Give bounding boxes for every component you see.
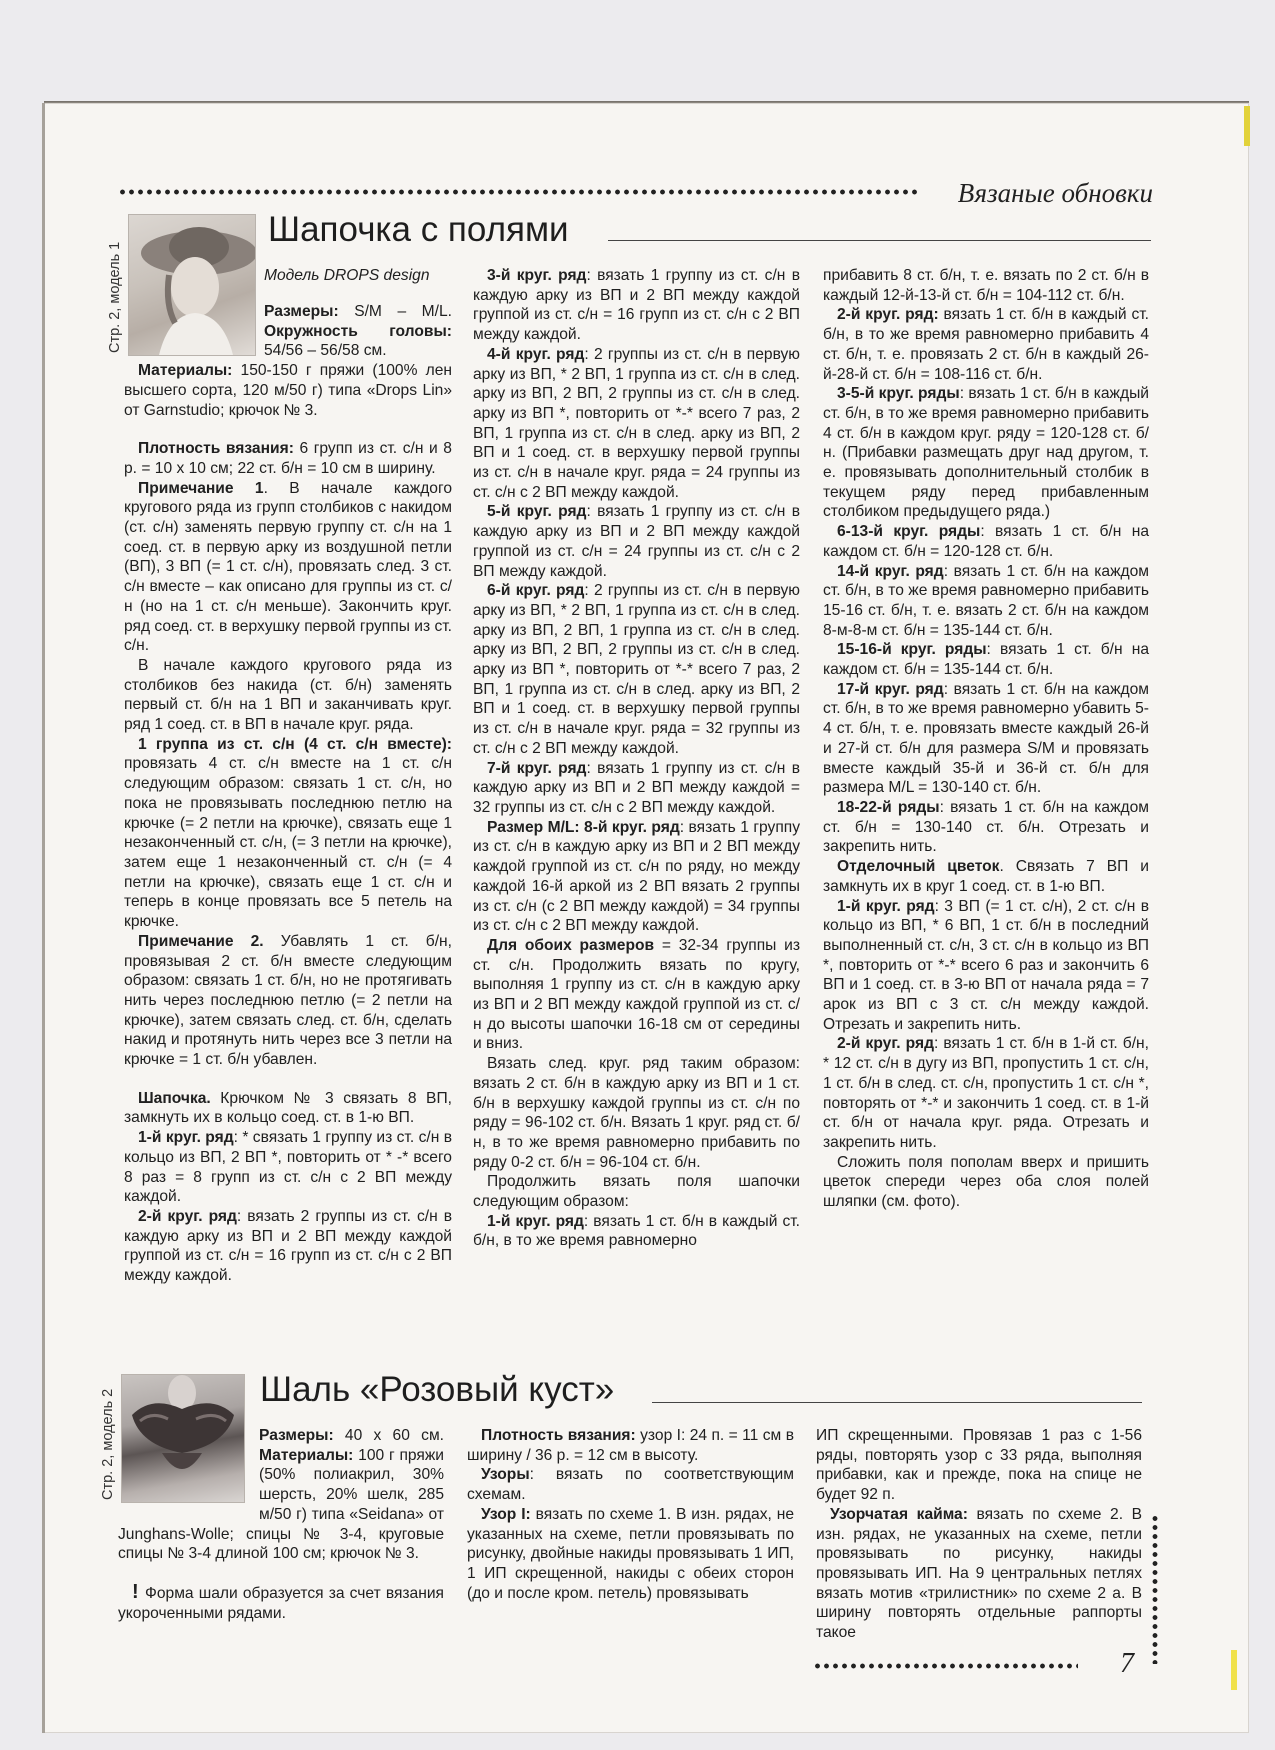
paragraph: 2-й круг. ряд: вязать 1 ст. б/н в каждый ст. б/н, в то же время равномерно прибавить 4 ст. б/н, т. е. провязать 2 ст. б/н в каждый 26-й-28-й ст. б/н = 108-116 ст. б/н.	[823, 306, 1149, 383]
paragraph: 3-й круг. ряд: вязать 1 группу из ст. с/н в каждую арку из ВП и 2 ВП между каждой группой из ст. с/н = 16 групп из ст. с/н с 2 ВП между каждой.	[473, 267, 800, 344]
photo-wrap-spacer	[124, 302, 264, 360]
exclamation-icon: !	[132, 1580, 146, 1603]
yellow-page-edge	[1244, 106, 1250, 146]
paragraph: В начале каждого кругового ряда из столбиков без накида (ст. б/н) заменять первый ст. б/н на 1 ВП и заканчивать круг. ряд 1 соед. ст. в ВП в начале круг. ряда.	[124, 656, 452, 734]
paragraph: Отделочный цветок. Связать 7 ВП и замкнуть их в круг 1 соед. ст. в 1-ю ВП.	[823, 858, 1149, 895]
paragraph: Вязать след. круг. ряд таким образом: вязать 2 ст. б/н в каждую арку из ВП и 1 ст. б/н в верхушку каждой группы из ст. с/н по ряду = 96-102 ст. б/н. Вязать 1 круг. ряд ст. б/н, в то же время равномерно прибавить по ряду 0-2 ст. б/н = 96-104 ст. б/н.	[473, 1055, 800, 1171]
yellow-page-edge-bottom	[1231, 1650, 1237, 1690]
paragraph: 7-й круг. ряд: вязать 1 группу из ст. с/н в каждую арку из ВП и 2 ВП между каждой = 32 группы из ст. с/н с 2 ВП между каждой.	[473, 759, 800, 816]
paragraph: Сложить поля пополам вверх и пришить цветок спереди через оба слоя полей шляпки (см. фото).	[823, 1153, 1149, 1211]
article1-side-label: Стр. 2, модель 1	[107, 241, 123, 353]
paragraph: Узоры: вязать по соответствующим схемам.	[467, 1466, 794, 1504]
paragraph: 1-й круг. ряд: 3 ВП (= 1 ст. с/н), 2 ст. с/н в кольцо из ВП, * 6 ВП, 1 ст. б/н в последний выполненный ст. с/н, 3 ст. с/н в кольцо из ВП *, повторить от *-* всего 6 раз и закончить 6 ВП и 1 соед. ст. в 3-ю ВП от начала ряда = 7 арок из ВП с 3 ст. с/н между каждой. Отрезать и закрепить нить.	[823, 897, 1149, 1033]
paragraph: Размеры: S/M – M/L. Окружность головы: 54/56 – 56/58 см.	[264, 303, 452, 360]
paragraph: ! Форма шали образуется за счет вязания укороченными рядами.	[118, 1580, 444, 1622]
paragraph: 17-й круг. ряд: вязать 1 ст. б/н на каждом ст. б/н, в то же время равномерно убавить 5-4 ст. б/н, т. е. провязать вместе каждый 26-й и 27-й ст. б/н для размера S/M и провязать вместе каждый 35-й и 36-й ст. б/н для размера M/L = 130-140 ст. б/н.	[823, 680, 1149, 797]
article2-column-1	[118, 1426, 444, 1623]
paragraph: 1 группа из ст. с/н (4 ст. с/н вместе): провязать 4 ст. с/н вместе на 1 ст. с/н следующим образом: связать 1 ст. с/н, но пока не провязывать последнюю петлю на крючке (= 2 петли на крючке), связать еще 1 незаконченный ст. с/н, (= 3 петли на крючке), затем еще 1 незаконченный ст. с/н (= 4 петли на крючке), связать еще 1 ст. с/н и теперь в конце провязать все 5 петель на крючке.	[124, 735, 452, 931]
paragraph: Шапочка. Крючком № 3 связать 8 ВП, замкнуть их в кольцо соед. ст. в 1-ю ВП.	[124, 1089, 452, 1127]
article1-column-2	[473, 266, 800, 1251]
photo-wrap-spacer	[118, 1426, 259, 1506]
paragraph: 6-й круг. ряд: 2 группы из ст. с/н в первую арку из ВП, * 2 ВП, 1 группа из ст. с/н в след. арку из ВП, 2 ВП, 1 группа из ст. с/н в след. арку из ВП, 2 ВП, 2 группы из ст. с/н в след. арку из ВП *, повторить от *-* всего 7 раз, 2 ВП, 1 группа из ст. с/н в след. арку из ВП, 2 ВП и 1 соед. ст. в верхушку первой группы из ст. с/н в начале круг. ряда = 32 группы из ст. с/н с 2 ВП между каждой.	[473, 582, 800, 757]
paragraph: 4-й круг. ряд: 2 группы из ст. с/н в первую арку из ВП, * 2 ВП, 1 группа из ст. с/н в след. арку из ВП, 2 ВП, 2 группы из ст. с/н в след. арку из ВП *, повторить от *-* всего 7 раз, 2 ВП, 1 группа из ст. с/н в след. арку из ВП, 2 ВП и 1 соед. ст. в верхушку первой группы из ст. с/н в начале круг. ряда = 24 группы из ст. с/н с 2 ВП между каждой.	[473, 345, 800, 501]
article2-side-label: Стр. 2, модель 2	[100, 1388, 116, 1500]
paragraph: ИП скрещенными. Провязав 1 раз с 1-56 ряды, повторять узор с 33 ряда, выполняя прибавки, как и прежде, пока на спице не будет 92 п.	[816, 1427, 1142, 1504]
paragraph: Размер M/L: 8-й круг. ряд: вязать 1 группу из ст. с/н в каждую арку из ВП и 2 ВП между каждой группой из ст. с/н по ряду, но между каждой 16-й аркой из 2 ВП вязать 2 группы из ст. с/н (с 2 ВП между каждой) = 34 группы из ст. с/н с 2 ВП между каждой.	[473, 818, 801, 935]
article2-column-2	[467, 1426, 794, 1603]
paragraph: Узор I: вязать по схеме 1. В изн. рядах, не указанных на схеме, петли провязывать по рисунку, двойные накиды провязывать 1 ИП, 1 ИП скрещенной, накиды с обеих сторон (до и после кром. петель) провязывать	[467, 1505, 794, 1602]
paragraph: 1-й круг. ряд: вязать 1 ст. б/н в каждый ст. б/н, в то же время равномерно	[473, 1212, 800, 1250]
paragraph: Продолжить вязать поля шапочки следующим образом:	[473, 1173, 800, 1211]
paragraph: Материалы: 150-150 г пряжи (100% лен высшего сорта, 120 м/50 г) типа «Drops Lin» от Garnstudio; крючок № 3.	[124, 362, 452, 419]
article1-title: Шапочка с полями	[268, 210, 569, 249]
paragraph: Примечание 2. Убавлять 1 ст. б/н, провязывая 2 ст. б/н вместе следующим образом: связать 1 ст. б/н, но не протягивать нить через последнюю петлю (= 2 петли на крючке), затем связать след. ст. б/н, сделать накид и протянуть нить через все 3 петли на крючке = 1 ст. б/н убавлен.	[124, 932, 452, 1069]
paragraph: 6-13-й круг. ряды: вязать 1 ст. б/н на каждом ст. б/н = 120-128 ст. б/н.	[823, 523, 1149, 560]
paragraph: 14-й круг. ряд: вязать 1 ст. б/н на каждом ст. б/н, в то же время равномерно прибавить 15-16 ст. б/н, т. е. вязать 2 ст. б/н на каждом 8-м-8-м ст. б/н = 135-144 ст. б/н.	[823, 562, 1149, 639]
paragraph: 2-й круг. ряд: вязать 1 ст. б/н в 1-й ст. б/н, * 12 ст. с/н в дугу из ВП, пропустить 1 ст. с/н, 1 ст. б/н в след. ст. с/н, пропустить 1 ст. с/н *, повторять от *-* и закончить 1 соед. ст. в 1-й ст. б/н от начала круг. ряда. Отрезать и закрепить нить.	[823, 1035, 1149, 1151]
designer-credit	[264, 266, 448, 286]
paragraph: 18-22-й ряды: вязать 1 ст. б/н на каждом ст. б/н = 130-140 ст. б/н. Отрезать и закрепить нить.	[823, 798, 1149, 856]
page-left-edge	[42, 103, 45, 1733]
header-dot-leader	[118, 186, 918, 198]
article1-column-3	[823, 266, 1149, 1212]
paragraph: Примечание 1. В начале каждого кругового ряда из групп столбиков с накидом (ст. с/н) заменять первую группу ст. с/н на 1 соед. ст. в первую арку из воздушной петли (ВП), 3 ВП (= 1 ст. с/н), провязать след. 3 ст. с/н вместе – как описано для группы из ст. с/н (но на 1 ст. с/н меньше). Закончить круг. ряд соед. ст. в верхушку первой группы из ст. с/н.	[124, 479, 452, 655]
paragraph: Плотность вязания: узор I: 24 п. = 11 см в ширину / 36 р. = 12 см в высоту.	[467, 1427, 794, 1464]
section-title: Вязаные обновки	[957, 178, 1153, 208]
paragraph: 5-й круг. ряд: вязать 1 группу из ст. с/н в каждую арку из ВП и 2 ВП между каждой группой из ст. с/н = 24 группы из ст. с/н с 2 ВП между каждой.	[473, 503, 800, 580]
article1-column-1	[124, 302, 452, 1286]
paragraph: 1-й круг. ряд: * связать 1 группу из ст. с/н в кольцо из ВП, 2 ВП *, повторить от * -* всего 8 раз = 8 групп из ст. с/н с 2 ВП между каждой.	[124, 1129, 452, 1206]
article1-title-rule	[608, 240, 1151, 241]
paragraph: Для обоих размеров = 32-34 группы из ст. с/н. Продолжить вязать по кругу, выполняя 1 группу из ст. с/н в каждую арку из ВП и 2 ВП между каждой группой из ст. с/н до высоты шапочки 16-18 см от середины и вниз.	[473, 936, 800, 1053]
designer-label: Модель DROPS design	[264, 267, 430, 284]
article2-title: Шаль «Розовый куст»	[260, 1370, 615, 1409]
paragraph: прибавить 8 ст. б/н, т. е. вязать по 2 ст. б/н в каждый 12-й-13-й ст. б/н = 104-112 ст. б/н.	[823, 267, 1149, 304]
page-number: 7	[1120, 1648, 1134, 1679]
footer-dot-leader	[813, 1661, 1078, 1671]
article2-column-3	[816, 1426, 1142, 1643]
paragraph: Плотность вязания: 6 групп из ст. с/н и 8 р. = 10 x 10 см; 22 ст. б/н = 10 см в ширину.	[124, 440, 452, 477]
paragraph: Узорчатая кайма: вязать по схеме 2. В изн. рядах, не указанных на схеме, петли провязывать по рисунку, накиды провязывать ИП. На 9 центральных петлях вязать мотив «трилистник» по схеме 2 а. В ширину повторять отдельные раппорты такое	[816, 1505, 1142, 1642]
paragraph: Размеры: 40 x 60 см. Материалы: 100 г пряжи (50% полиакрил, 30% шерсть, 20% шелк, 285 м/50 г) типа «Seidana» от Junghans-Wolle; спицы № 3-4, круговые спицы № 3-4 длиной 100 см; крючок № 3.	[118, 1427, 444, 1563]
running-header	[118, 178, 1153, 214]
article2-title-rule	[652, 1402, 1142, 1403]
paragraph: 2-й круг. ряд: вязать 2 группы из ст. с/н в каждую арку из ВП и 2 ВП между каждой группой из ст. с/н = 16 групп из ст. с/н с 2 ВП между каждой.	[124, 1207, 453, 1285]
paragraph: 3-5-й круг. ряды: вязать 1 ст. б/н в каждый ст. б/н, в то же время равномерно прибавить 4 ст. б/н в каждом круг. ряду = 120-128 ст. б/н. (Прибавки размещать друг над другом, т. е. провязывать дополнительный столбик в текущем ряду перед прибавленным столбиком предыдущего ряда.)	[823, 385, 1149, 521]
page-edge-dot-leader	[1150, 1514, 1160, 1664]
paragraph: 15-16-й круг. ряды: вязать 1 ст. б/н на каждом ст. б/н = 135-144 ст. б/н.	[823, 641, 1149, 679]
